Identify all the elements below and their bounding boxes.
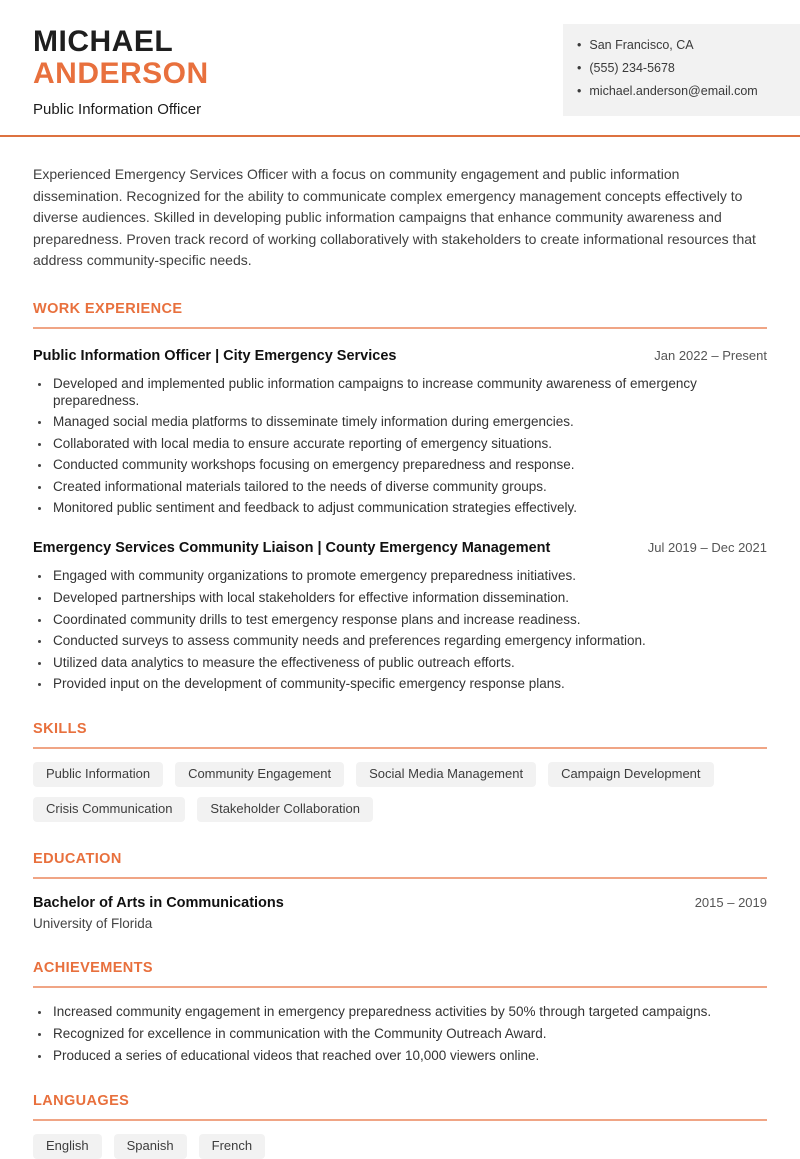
skill-chip: Public Information [33, 762, 163, 787]
job-bullet: • Created informational materials tailored to the needs of diverse community groups. [51, 478, 767, 495]
skill-chip: Social Media Management [356, 762, 536, 787]
language-chip: English [33, 1134, 102, 1159]
job-bullet: • Coordinated community drills to test emergency response plans and increase readiness. [51, 611, 767, 628]
last-name: ANDERSON [33, 57, 209, 90]
degree-title: Bachelor of Arts in Communications [33, 895, 284, 912]
skill-chip: Community Engagement [175, 762, 344, 787]
header-job-title: Public Information Officer [33, 101, 202, 118]
education-header-row [33, 895, 767, 911]
contact-list [577, 34, 786, 103]
job-dates: Jan 2022 – Present [654, 347, 767, 363]
job-bullet: • Utilized data analytics to measure the effectiveness of public outreach efforts. [51, 654, 767, 671]
job-bullet: • Engaged with community organizations to promote emergency preparedness initiatives. [51, 567, 767, 584]
skills-chip-list [33, 762, 767, 822]
job-bullet-list [33, 567, 767, 692]
education-heading: EDUCATION [33, 851, 767, 879]
skill-chip: Stakeholder Collaboration [197, 797, 373, 822]
section-skills [33, 721, 767, 822]
job-bullet: • Monitored public sentiment and feedback to adjust communication strategies effectively. [51, 499, 767, 516]
section-languages [33, 1093, 767, 1159]
job-entry [33, 348, 767, 517]
achievements-heading: ACHIEVEMENTS [33, 960, 767, 988]
first-name: MICHAEL [33, 25, 174, 58]
contact-box [563, 24, 800, 116]
job-bullet: • Conducted surveys to assess community needs and preferences regarding emergency information. [51, 632, 767, 649]
languages-chip-list [33, 1134, 767, 1159]
contact-item: • michael.anderson@email.com [577, 80, 786, 103]
job-title: Emergency Services Community Liaison | County Emergency Management [33, 540, 551, 557]
job-bullet: • Developed and implemented public information campaigns to increase community awareness of emergency preparedness. [51, 375, 767, 409]
contact-item: • San Francisco, CA [577, 34, 786, 57]
achievements-list [33, 1003, 767, 1063]
section-achievements [33, 960, 767, 1063]
contact-item: • (555) 234-5678 [577, 57, 786, 80]
section-work-experience [33, 301, 767, 693]
job-dates: Jul 2019 – Dec 2021 [647, 540, 767, 556]
job-bullet-list [33, 375, 767, 517]
language-chip: Spanish [114, 1134, 187, 1159]
education-dates: 2015 – 2019 [694, 895, 767, 911]
education-entry [33, 895, 767, 931]
resume-header [0, 0, 800, 137]
job-bullet: • Provided input on the development of community-specific emergency response plans. [51, 675, 767, 692]
skills-heading: SKILLS [33, 721, 767, 749]
job-title: Public Information Officer | City Emergency Services [33, 347, 397, 364]
summary-paragraph: Experienced Emergency Services Officer with a focus on community engagement and public information dissemination. Recognized for the ability to communicate complex emergency management concepts effectively to diverse audiences. Skilled in developing public information campaigns that enhance community awareness and preparedness. Proven track record of working collaboratively with stakeholders to create informational resources that address community-specific needs. [33, 166, 756, 268]
skill-chip: Crisis Communication [33, 797, 185, 822]
job-header-row [33, 348, 767, 364]
languages-heading: LANGUAGES [33, 1093, 767, 1121]
language-chip: French [199, 1134, 265, 1159]
skill-chip: Campaign Development [548, 762, 713, 787]
achievement-bullet: • Increased community engagement in emergency preparedness activities by 50% through targeted campaigns. [51, 1003, 767, 1020]
resume-body [0, 164, 800, 1159]
job-bullet: • Developed partnerships with local stakeholders for effective information dissemination. [51, 589, 767, 606]
job-entry [33, 540, 767, 692]
achievement-bullet: • Recognized for excellence in communication with the Community Outreach Award. [51, 1025, 767, 1042]
school-name: University of Florida [33, 916, 153, 932]
job-header-row [33, 540, 767, 556]
work-experience-heading: WORK EXPERIENCE [33, 301, 767, 329]
job-bullet: • Collaborated with local media to ensure accurate reporting of emergency situations. [51, 435, 767, 452]
job-bullet: • Conducted community workshops focusing on emergency preparedness and response. [51, 456, 767, 473]
job-bullet: • Managed social media platforms to disseminate timely information during emergencies. [51, 413, 767, 430]
achievement-bullet: • Produced a series of educational videos that reached over 10,000 viewers online. [51, 1047, 767, 1064]
section-education [33, 851, 767, 931]
